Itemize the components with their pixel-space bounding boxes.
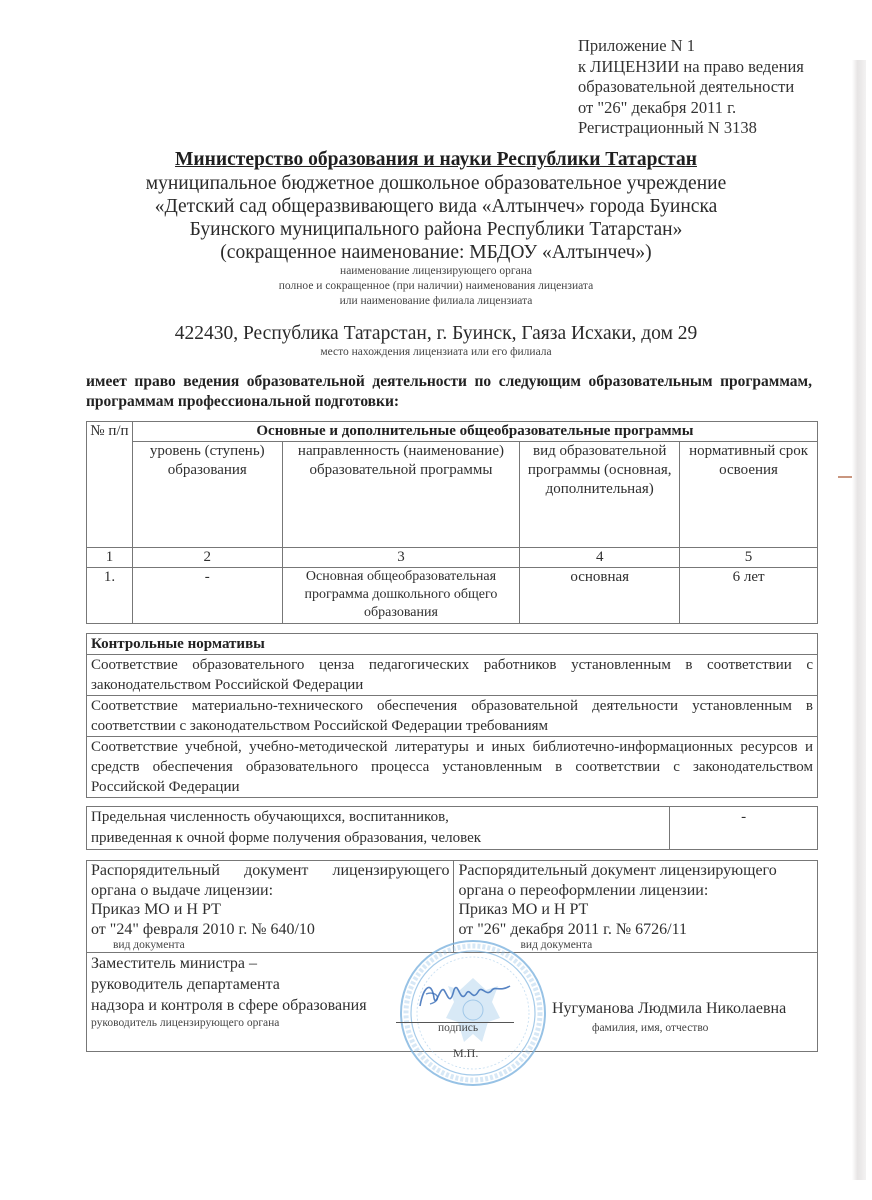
- col-header-level: уровень (ступень) образования: [132, 442, 282, 548]
- caption-licensee-name: полное и сокращенное (при наличии) наименования лицензиата: [278, 280, 594, 292]
- control-norm-item: Соответствие материально-технического обеспечения образовательной деятельности установленным в соответствии с законодательством Российской Федерации требованиям: [87, 696, 818, 737]
- reissue-order-line: Распорядительный документ лицензирующего: [458, 862, 777, 879]
- table-row: [87, 655, 818, 696]
- annex-line: образовательной деятельности: [578, 77, 795, 96]
- control-norms-header: Контрольные нормативы: [87, 634, 818, 655]
- programs-table: [86, 421, 818, 624]
- row-program-type: основная: [520, 568, 680, 624]
- student-limit-table: [86, 806, 818, 850]
- licensee-heading: [0, 148, 872, 309]
- issue-order-line: органа о выдаче лицензии:: [91, 881, 274, 899]
- student-limit-label-line: Предельная численность обучающихся, воспитанников,: [91, 809, 449, 825]
- annex-line: Регистрационный N 3138: [578, 118, 757, 137]
- col-number: 3: [282, 548, 520, 568]
- signatory-position: [91, 953, 367, 1030]
- annex-line: к ЛИЦЕНЗИИ на право ведения: [578, 56, 804, 76]
- col-number: 4: [520, 548, 680, 568]
- table-row: [87, 568, 818, 624]
- control-norms-table: [86, 633, 818, 798]
- signatory-name: Нугуманова Людмила Николаевна: [552, 1000, 787, 1017]
- control-norm-item: Соответствие образовательного ценза педагогических работников установленным в соответствии с законодательством Российской Федерации: [87, 655, 818, 696]
- caption-licensing-body: наименование лицензирующего органа: [340, 265, 532, 277]
- address-block: [0, 323, 872, 359]
- issue-order-caption: вид документа: [113, 939, 185, 951]
- position-caption: руководитель лицензирующего органа: [91, 1017, 280, 1029]
- annex-line: Приложение N 1: [578, 36, 695, 55]
- row-program-term: 6 лет: [680, 568, 818, 624]
- signature-caption: подпись: [438, 1022, 479, 1034]
- col-number: 1: [87, 548, 133, 568]
- position-line: Заместитель министра –: [91, 955, 257, 972]
- control-norm-item: Соответствие учебной, учебно-методической литературы и иных библиотечно-информационных ресурсов и средств обеспечения образовательного процесса установленным в соответствии с законодательством Российской Федерации: [87, 737, 818, 798]
- student-limit-value: -: [670, 807, 818, 850]
- scan-mark: [838, 476, 852, 478]
- rights-statement: имеет право ведения образовательной деятельности по следующим образовательным программам, программам профессиональной подготовки:: [86, 373, 812, 410]
- col-header-direction: направленность (наименование) образовательной программы: [282, 442, 520, 548]
- org-short-name: (сокращенное наименование: МБДОУ «Алтынчеч»): [220, 242, 652, 263]
- address-caption: место нахождения лицензиата или его филиала: [320, 346, 552, 358]
- signature-icon: [414, 976, 514, 1016]
- row-num: 1.: [87, 568, 133, 624]
- caption-branch-name: или наименование филиала лицензиата: [339, 295, 533, 307]
- signatory-name-caption: фамилия, имя, отчество: [592, 1022, 709, 1034]
- col-number: 2: [132, 548, 282, 568]
- org-name-line: Буинского муниципального района Республики Татарстан»: [189, 219, 683, 240]
- student-limit-label: [87, 807, 670, 850]
- table-row: [87, 696, 818, 737]
- issue-order-date: от "24" февраля 2010 г. № 640/10: [91, 920, 315, 938]
- row-program-name: Основная общеобразовательная программа дошкольного общего образования: [282, 568, 520, 624]
- ministry-title: Министерство образования и науки Республики Татарстан: [175, 149, 697, 170]
- col-header-type: вид образовательной программы (основная, дополнительная): [520, 442, 680, 548]
- position-line: надзора и контроля в сфере образования: [91, 997, 367, 1014]
- org-name-line: муниципальное бюджетное дошкольное образовательное учреждение: [145, 173, 727, 194]
- col-number: 5: [680, 548, 818, 568]
- table-row: [87, 737, 818, 798]
- row-level: -: [132, 568, 282, 624]
- issue-order-line: Распорядительный документ лицензирующего: [91, 862, 450, 879]
- address-value: 422430, Республика Татарстан, г. Буинск, Гаяза Исхаки, дом 29: [174, 323, 698, 344]
- stamp-caption: М.П.: [453, 1046, 479, 1060]
- reissue-order-date: от "26" декабря 2011 г. № 6726/11: [458, 920, 687, 938]
- reissue-order-caption: вид документа: [520, 939, 593, 951]
- org-name-line: «Детский сад общеразвивающего вида «Алтынчеч» города Буинска: [154, 196, 718, 217]
- reissue-order-line: Приказ МО и Н РТ: [458, 901, 589, 918]
- annex-line: от "26" декабря 2011 г.: [578, 97, 737, 117]
- issue-order-line: Приказ МО и Н РТ: [91, 901, 221, 918]
- num-header: № п/п: [87, 422, 133, 548]
- reissue-order-line: органа о переоформлении лицензии:: [458, 881, 709, 899]
- group-header: Основные и дополнительные общеобразовательные программы: [132, 422, 817, 442]
- position-line: руководитель департамента: [91, 976, 280, 993]
- student-limit-label-line: приведенная к очной форме получения образования, человек: [91, 830, 482, 846]
- annex-block: [578, 36, 804, 139]
- col-header-term: нормативный срок освоения: [680, 442, 818, 548]
